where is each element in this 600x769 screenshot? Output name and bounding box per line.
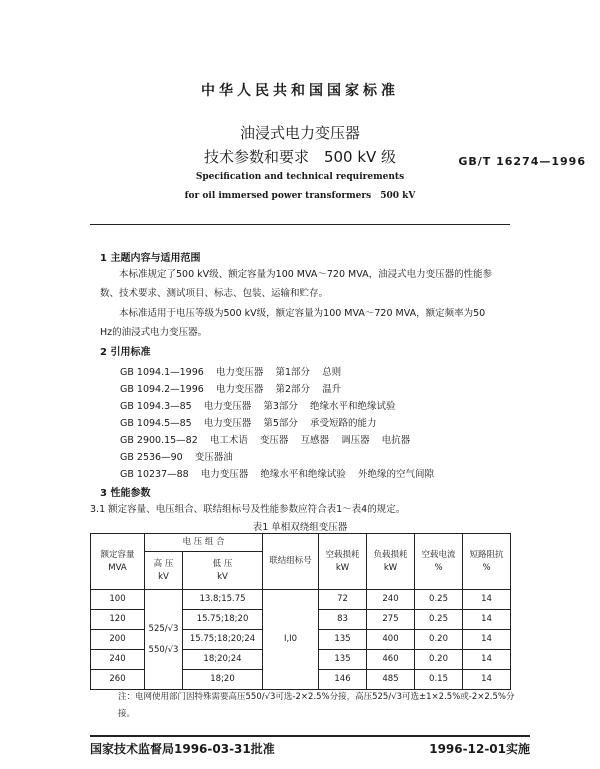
cell-no-load-loss: 135 bbox=[319, 650, 367, 670]
cell-load-loss: 240 bbox=[367, 590, 415, 610]
effective-date: 1996-12-01实施 bbox=[429, 742, 530, 756]
cell-hv: 525/√3 550/√3 bbox=[145, 590, 183, 690]
table-1 bbox=[90, 533, 511, 690]
section-2-heading: 2 引用标准 bbox=[100, 347, 151, 358]
reference-item: GB 1094.3—85 电力变压器 第3部分 绝缘水平和绝缘试验 bbox=[120, 401, 396, 412]
cell-load-loss: 275 bbox=[367, 610, 415, 630]
header-voltage-group: 电 压 组 合 bbox=[145, 534, 263, 552]
title-line-2: 技术参数和要求 500 kV 级 bbox=[203, 148, 397, 166]
table-row bbox=[91, 590, 511, 610]
section-1-paragraph-2: 本标准适用于电压等级为500 kV级，额定容量为100 MVA～720 MVA，额定频率为50 Hz的油浸式电力变压器。 bbox=[100, 308, 486, 338]
section-3-heading: 3 性能参数 bbox=[100, 488, 151, 499]
header-lv: 低 压 kV bbox=[183, 552, 263, 590]
cell-no-load-loss: 72 bbox=[319, 590, 367, 610]
reference-item: GB 10237—88 电力变压器 绝缘水平和绝缘试验 外绝缘的空气间隙 bbox=[120, 469, 434, 480]
table-1-note: 注：电网使用部门因特殊需要高压550/√3可选-2×2.5%分接，高压525/√3可选±1×2.5%或-2×2.5%分接。 bbox=[118, 692, 515, 719]
footer-divider bbox=[90, 735, 530, 737]
section-1-paragraph-1: 本标准规定了500 kV级、额定容量为100 MVA～720 MVA，油浸式电力变压器的性能参数、技术要求、测试项目、标志、包装、运输和贮存。 bbox=[100, 269, 493, 299]
header-connection: 联结组标号 bbox=[263, 534, 319, 590]
cell-capacity: 240 bbox=[91, 650, 145, 670]
section-1-heading: 1 主题内容与适用范围 bbox=[100, 253, 201, 264]
cell-lv: 18;20;24 bbox=[183, 650, 263, 670]
cell-no-load-loss: 135 bbox=[319, 630, 367, 650]
reference-item: GB 1094.2—1996 电力变压器 第2部分 温升 bbox=[120, 384, 342, 395]
header-no-load-current: 空载电流 % bbox=[415, 534, 463, 590]
cell-capacity: 260 bbox=[91, 670, 145, 690]
cell-lv: 18;20 bbox=[183, 670, 263, 690]
cell-load-loss: 485 bbox=[367, 670, 415, 690]
cell-impedance: 14 bbox=[463, 630, 511, 650]
cell-no-load-loss: 83 bbox=[319, 610, 367, 630]
cell-load-loss: 460 bbox=[367, 650, 415, 670]
reference-item: GB 1094.5—85 电力变压器 第5部分 承受短路的能力 bbox=[120, 418, 377, 429]
title-line-1: 油浸式电力变压器 bbox=[239, 124, 360, 142]
cell-no-load-current: 0.20 bbox=[415, 630, 463, 650]
cell-impedance: 14 bbox=[463, 590, 511, 610]
english-title-line-2: for oil immersed power transformers 500 kV bbox=[184, 191, 416, 201]
cell-capacity: 120 bbox=[91, 610, 145, 630]
cell-capacity: 200 bbox=[91, 630, 145, 650]
cell-connection: I,I0 bbox=[263, 590, 319, 690]
cell-lv: 15.75;18;20;24 bbox=[183, 630, 263, 650]
cell-impedance: 14 bbox=[463, 650, 511, 670]
cell-no-load-current: 0.25 bbox=[415, 590, 463, 610]
english-title-line-1: Specification and technical requirements bbox=[195, 172, 405, 182]
cell-impedance: 14 bbox=[463, 670, 511, 690]
header-load-loss: 负载损耗 kW bbox=[367, 534, 415, 590]
cell-lv: 13.8;15.75 bbox=[183, 590, 263, 610]
approval-date: 国家技术监督局1996-03-31批准 bbox=[90, 742, 275, 756]
section-3-paragraph: 3.1 额定容量、电压组合、联结组标号及性能参数应符合表1～表4的规定。 bbox=[90, 504, 406, 515]
reference-item: GB 2536—90 变压器油 bbox=[120, 452, 233, 463]
standard-number: GB/T 16274—1996 bbox=[458, 155, 586, 168]
reference-item: GB 1094.1—1996 电力变压器 第1部分 总则 bbox=[120, 367, 342, 378]
cell-lv: 15.75;18;20 bbox=[183, 610, 263, 630]
cell-no-load-current: 0.20 bbox=[415, 650, 463, 670]
cell-impedance: 14 bbox=[463, 610, 511, 630]
header-impedance: 短路阻抗 % bbox=[463, 534, 511, 590]
table-1-title: 表1 单相双绕组变压器 bbox=[252, 522, 348, 533]
cell-no-load-current: 0.25 bbox=[415, 610, 463, 630]
reference-item: GB 2900.15—82 电工术语 变压器 互感器 调压器 电抗器 bbox=[120, 435, 411, 446]
cell-no-load-current: 0.15 bbox=[415, 670, 463, 690]
cell-load-loss: 400 bbox=[367, 630, 415, 650]
header-divider bbox=[90, 224, 510, 225]
national-standard-header: 中华人民共和国国家标准 bbox=[201, 83, 399, 99]
header-capacity: 额定容量 MVA bbox=[91, 534, 145, 590]
cell-capacity: 100 bbox=[91, 590, 145, 610]
cell-no-load-loss: 146 bbox=[319, 670, 367, 690]
header-hv: 高 压 kV bbox=[145, 552, 183, 590]
header-no-load-loss: 空载损耗 kW bbox=[319, 534, 367, 590]
